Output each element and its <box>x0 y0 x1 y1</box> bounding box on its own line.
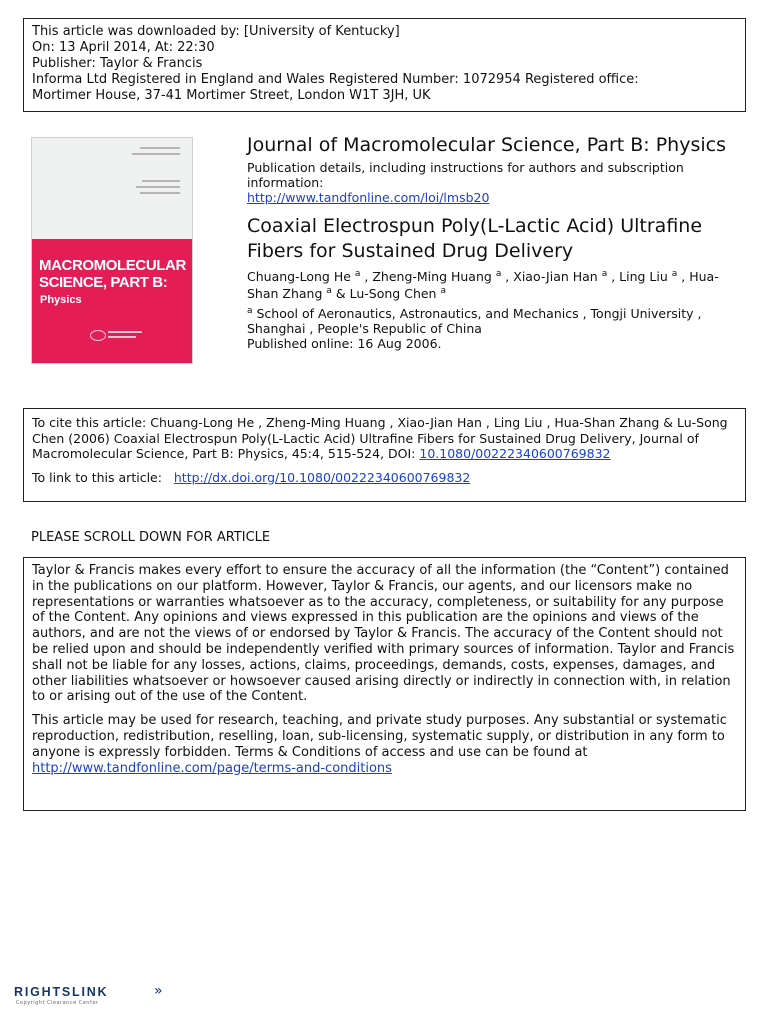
author-list <box>247 268 747 302</box>
affiliation-sup: a <box>247 305 253 316</box>
author-affiliation-sup: a <box>354 268 361 279</box>
citation-text <box>32 415 737 462</box>
cover-title-line: SCIENCE, PART B: <box>39 274 168 291</box>
cover-text-stripe <box>140 147 180 149</box>
publication-details: Publication details, including instructions for authors and subscription information: <box>247 160 684 190</box>
publisher-logo-icon <box>90 330 106 341</box>
terms-text: This article may be used for research, teaching, and private study purposes. Any substantial or systematic reproduction, redistribution, reselling, loan, sub-licensing, systematic supply, or distribution in any form to anyone is expressly forbidden. Terms & Conditions of access and use can be found at <box>32 713 727 760</box>
cover-text-stripe <box>140 192 180 194</box>
download-line: Informa Ltd Registered in England and Wales Registered Number: 1072954 Registered office: <box>32 72 639 87</box>
double-chevron-right-icon: » <box>154 983 163 999</box>
author-separator: , <box>501 269 514 284</box>
author-name: Lu-Song Chen <box>349 286 437 301</box>
download-line: On: 13 April 2014, At: 22:30 <box>32 40 215 55</box>
cover-text-stripe <box>108 331 142 333</box>
article-link-row <box>32 470 737 486</box>
download-line: Mortimer House, 37-41 Mortimer Street, London W1T 3JH, UK <box>32 88 431 103</box>
cover-title <box>39 257 191 291</box>
download-line: Publisher: Taylor & Francis <box>32 56 203 71</box>
rightslink-wordmark: RIGHTSLINK <box>14 985 109 999</box>
author-affiliation-sup: a <box>601 268 608 279</box>
affiliation-text: School of Aeronautics, Astronautics, and Mechanics , Tongji University , Shanghai , People's Republic of China <box>247 306 702 336</box>
citation-body: To cite this article: Chuang-Long He , Zheng-Ming Huang , Xiao-Jian Han , Ling Liu , Hua-Shan Zhang & Lu-Song Chen (2006) Coaxial Electrospun Poly(L-Lactic Acid) Ultrafine Fibers for Sustained Drug Delivery, Journal of Macromolecular Science, Part B: Physics, 45:4, 515-524, DOI: <box>32 415 728 461</box>
author-name: Chuang-Long He <box>247 269 351 284</box>
published-date: Published online: 16 Aug 2006. <box>247 336 442 351</box>
rightslink-logo[interactable] <box>14 985 174 1007</box>
scroll-notice: PLEASE SCROLL DOWN FOR ARTICLE <box>31 530 271 545</box>
author-name: Xiao-Jian Han <box>513 269 598 284</box>
article-header <box>247 133 747 351</box>
author-separator: , <box>677 269 690 284</box>
author-affiliation-sup: a <box>671 268 678 279</box>
author-affiliation-sup: a <box>495 268 502 279</box>
link-label: To link to this article: <box>32 469 162 485</box>
cover-text-stripe <box>136 186 180 188</box>
cover-text-stripe <box>142 180 180 182</box>
doi-link[interactable]: 10.1080/00222340600769832 <box>419 446 611 461</box>
author-separator: , <box>360 269 373 284</box>
cover-subtitle: Physics <box>40 294 82 306</box>
download-line: This article was downloaded by: [University of Kentucky] <box>32 24 400 39</box>
author-separator: & <box>331 286 350 301</box>
disclaimer-box <box>23 557 746 811</box>
author-affiliation-sup: a <box>440 285 446 296</box>
cover-text-stripe <box>132 153 180 155</box>
author-name: Ling Liu <box>619 269 668 284</box>
journal-title: Journal of Macromolecular Science, Part B: Physics <box>247 134 726 156</box>
terms-link[interactable]: http://www.tandfonline.com/page/terms-and-conditions <box>32 760 392 776</box>
affiliation <box>247 306 747 336</box>
citation-box <box>23 408 746 502</box>
rightslink-tagline: Copyright Clearance Center <box>16 1000 99 1006</box>
journal-url-link[interactable]: http://www.tandfonline.com/loi/lmsb20 <box>247 190 490 205</box>
cover-title-line: MACROMOLECULAR <box>39 257 186 274</box>
article-doi-url-link[interactable]: http://dx.doi.org/10.1080/00222340600769832 <box>173 469 471 485</box>
author-name: Zheng-Ming Huang <box>372 269 492 284</box>
disclaimer-paragraph: Taylor & Francis makes every effort to ensure the accuracy of all the information (the “Content”) contained in the publications on our platform. However, Taylor & Francis, our agents, and our licensors make no representations or warranties whatsoever as to the accuracy, completeness, or suitability for any purpose of the Content. Any opinions and views expressed in this publication are the opinions and views of the authors, and are not the views of or endorsed by Taylor & Francis. The accuracy of the Content should not be relied upon and should be independently verified with primary sources of information. Taylor and Francis shall not be liable for any losses, actions, claims, proceedings, demands, costs, expenses, damages, and other liabilities whatsoever or howsoever caused arising directly or indirectly in connection with, in relation to or arising out of the use of the Content. <box>32 563 735 705</box>
article-title: Coaxial Electrospun Poly(L-Lactic Acid) Ultrafine Fibers for Sustained Drug Delivery <box>247 215 703 262</box>
journal-cover-image <box>31 137 193 364</box>
author-affiliation-sup: a <box>326 285 332 296</box>
cover-text-stripe <box>108 336 136 338</box>
download-notice-box <box>23 18 746 112</box>
terms-paragraph <box>32 713 737 776</box>
author-separator: , <box>607 269 620 284</box>
author-name: Hua-Shan Zhang <box>247 269 719 301</box>
